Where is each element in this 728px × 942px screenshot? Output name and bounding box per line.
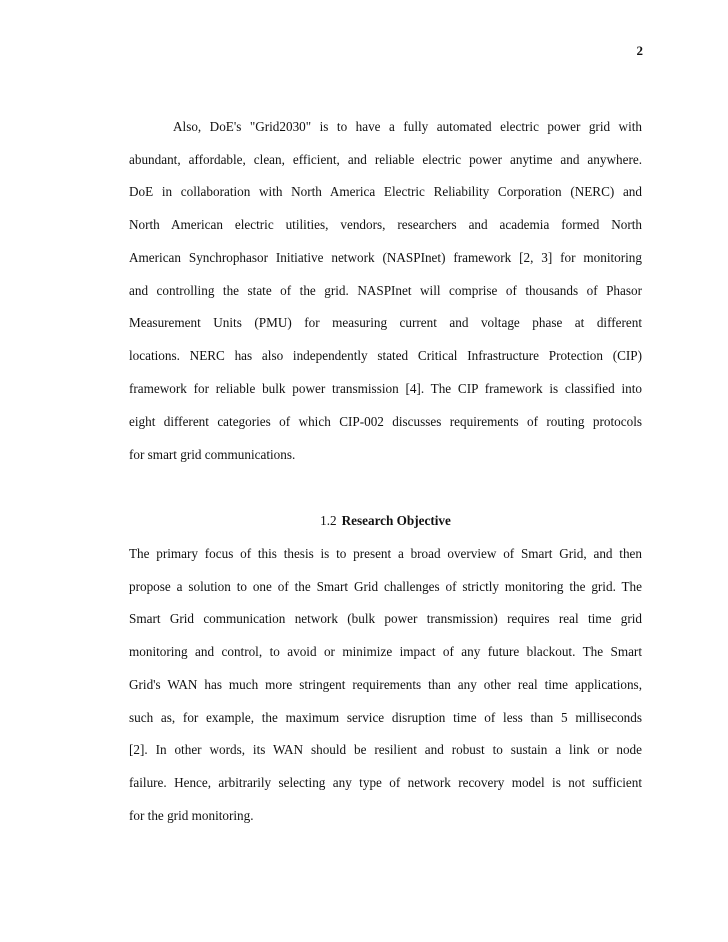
- paragraph-line: such as, for example, the maximum service disruption time of less than 5 milliseconds: [129, 710, 642, 725]
- paragraph-line: [2]. In other words, its WAN should be resilient and robust to sustain a link or node: [129, 742, 642, 757]
- paragraph-line: failure. Hence, arbitrarily selecting any type of network recovery model is not sufficient: [129, 775, 642, 790]
- paragraph-line: eight different categories of which CIP-002 discusses requirements of routing protocols: [129, 414, 642, 429]
- paragraph-line: and controlling the state of the grid. NASPInet will comprise of thousands of Phasor: [129, 283, 642, 298]
- paragraph-line: Also, DoE's "Grid2030" is to have a fully automated electric power grid with: [173, 119, 642, 134]
- paragraph-line: Grid's WAN has much more stringent requirements than any other real time applications,: [129, 677, 642, 692]
- paragraph-line: framework for reliable bulk power transmission [4]. The CIP framework is classified into: [129, 381, 642, 396]
- page-number: 2: [636, 43, 643, 58]
- section-title: Research Objective: [341, 513, 451, 528]
- paragraph-line: propose a solution to one of the Smart Grid challenges of strictly monitoring the grid. The: [129, 579, 642, 594]
- paragraph-line: for smart grid communications.: [129, 447, 296, 462]
- paragraph-line: locations. NERC has also independently stated Critical Infrastructure Protection (CIP): [129, 348, 642, 363]
- paragraph-line: The primary focus of this thesis is to present a broad overview of Smart Grid, and then: [129, 546, 642, 561]
- paragraph-line: abundant, affordable, clean, efficient, and reliable electric power anytime and anywhere.: [129, 152, 642, 167]
- paragraph-line: North American electric utilities, vendors, researchers and academia formed North: [129, 217, 642, 232]
- paragraph-line: American Synchrophasor Initiative network (NASPInet) framework [2, 3] for monitoring: [129, 250, 642, 265]
- section-heading: [129, 512, 642, 530]
- paragraph-line: for the grid monitoring.: [129, 808, 254, 823]
- paragraph-line: DoE in collaboration with North America Electric Reliability Corporation (NERC) and: [129, 184, 642, 199]
- paragraph-line: monitoring and control, to avoid or minimize impact of any future blackout. The Smart: [129, 644, 642, 659]
- section-number: 1.2: [320, 513, 337, 528]
- paragraph-line: Measurement Units (PMU) for measuring current and voltage phase at different: [129, 315, 642, 330]
- paragraph-line: Smart Grid communication network (bulk power transmission) requires real time grid: [129, 611, 642, 626]
